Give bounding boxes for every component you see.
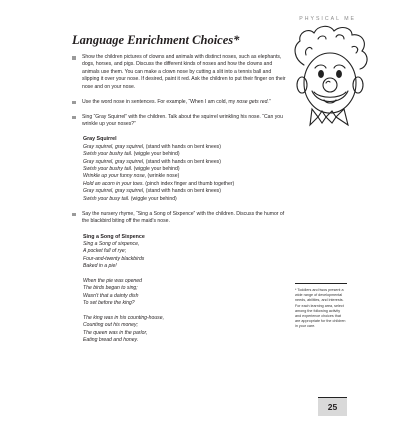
square-bullet-icon bbox=[72, 213, 76, 217]
song-line: Wrinkle up your funny nose, (wrinkle nose) bbox=[83, 173, 180, 180]
clown-face-illustration bbox=[290, 25, 370, 143]
page-title: Language Enrichment Choices* bbox=[72, 33, 240, 47]
song-line: Swish your bushy tail. (wiggle your behind) bbox=[83, 166, 180, 173]
rhyme-line: To set before the king? bbox=[83, 300, 135, 307]
main-content bbox=[72, 54, 287, 345]
rhyme-line: Eating bread and honey. bbox=[83, 337, 139, 344]
song-title: Gray Squirrel bbox=[83, 136, 117, 143]
sixpence-rhyme bbox=[72, 234, 287, 345]
list-item bbox=[72, 114, 287, 129]
rhyme-line: The queen was in the parlor, bbox=[83, 329, 148, 336]
song-line: Swish your busy tail. (wiggle your behind) bbox=[83, 195, 177, 202]
rhyme-line: A pocket full of rye; bbox=[83, 248, 127, 255]
rhyme-title: Sing a Song of Sixpence bbox=[83, 233, 145, 240]
gray-squirrel-song bbox=[72, 136, 287, 203]
item-text: Use the word nose in sentences. For example, “When I am cold, my nose gets red.” bbox=[82, 98, 271, 105]
rhyme-line: Sing a Song of sixpence, bbox=[83, 240, 140, 247]
song-line: Hold an acorn in your toes. (pinch index finger and thumb together) bbox=[83, 180, 235, 187]
rhyme-line: Wasn’t that a dainty dish bbox=[83, 292, 139, 299]
song-line: Gray squirrel, gray squirrel, (stand with hands on bent knees) bbox=[83, 143, 221, 150]
sidebar-note: * Toddlers and twos present a wide range of developmental needs, abilities, and interests. For each learning area, select among the following activity and experience choices that are appropriate for the children in your care. bbox=[295, 283, 347, 330]
rhyme-line: The king was in his counting-house, bbox=[83, 314, 164, 321]
list-item bbox=[72, 211, 287, 226]
list-item bbox=[72, 54, 287, 91]
square-bullet-icon bbox=[72, 101, 76, 105]
item-text: Show the children pictures of clowns and animals with distinct noses, such as elephants, dogs, horses, and pigs. Discuss the different kinds of noses and how the clowns and animals use them. You can make a clown nose by cutting a slit into a tennis ball and slipping it over your nose. If desired, paint it red. Ask the children to put their finger on their nose and on your nose. bbox=[82, 54, 286, 90]
item-text: Say the nursery rhyme, “Sing a Song of Sixpence” with the children. Discuss the humor of the blackbird biting off the maid’s nose. bbox=[82, 210, 285, 225]
song-line: Gray squirrel, gray squirrel, (stand with hands on bent knees) bbox=[83, 188, 221, 195]
square-bullet-icon bbox=[72, 116, 76, 120]
song-line: Gray squirrel, gray squirrel, (stand with hands on bent knees) bbox=[83, 158, 221, 165]
list-item bbox=[72, 99, 287, 106]
rhyme-line: The birds began to sing; bbox=[83, 285, 138, 292]
item-text-italic: nose gets red.” bbox=[236, 98, 271, 105]
rhyme-line: Baked in a pie! bbox=[83, 263, 117, 270]
section-header-label: PHYSICAL ME bbox=[299, 16, 356, 22]
rhyme-line: Four-and-twenty blackbirds bbox=[83, 255, 145, 262]
page-number: 25 bbox=[318, 397, 347, 416]
item-text: Sing “Gray Squirrel” with the children. Talk about the squirrel wrinkling his nose. “Can you wrinkle up your noses?” bbox=[82, 113, 283, 128]
rhyme-line: Counting out his money; bbox=[83, 322, 138, 329]
square-bullet-icon bbox=[72, 56, 76, 60]
song-line: Swish your bushy tail. (wiggle your behind) bbox=[83, 151, 180, 158]
rhyme-line: When the pie was opened bbox=[83, 277, 142, 284]
